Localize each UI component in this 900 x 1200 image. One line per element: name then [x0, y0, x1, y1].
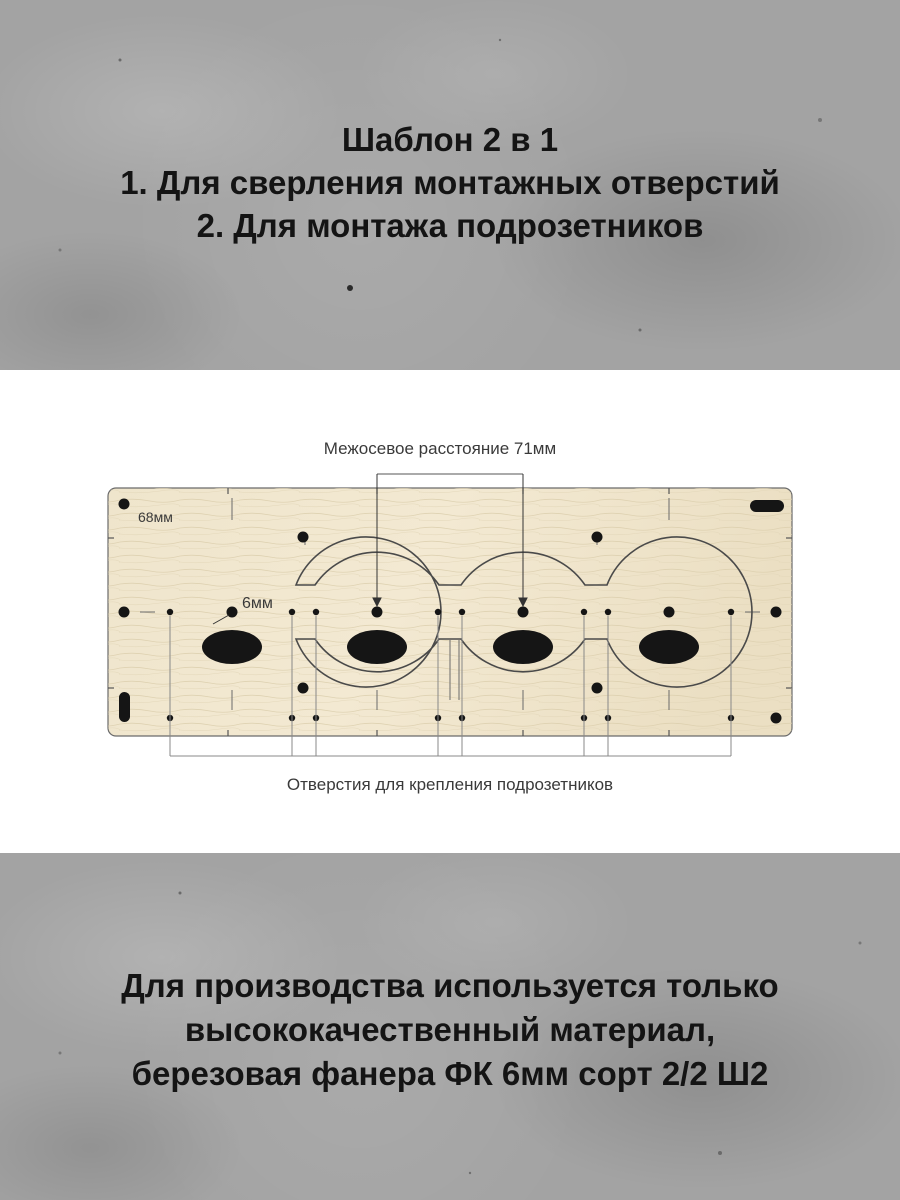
- footer-text: [0, 964, 900, 1096]
- dimension-6mm-label: 6мм: [242, 595, 273, 612]
- plywood-template-diagram: [0, 370, 900, 853]
- footer-line-1: Для производства используется только: [121, 967, 779, 1004]
- footer-line-2: высококачественный материал,: [184, 1011, 716, 1048]
- horizontal-slot: [750, 500, 784, 512]
- header-line-2: 1. Для сверления монтажных отверстий: [120, 164, 780, 201]
- footer-line-3: березовая фанера ФК 6мм сорт 2/2 Ш2: [131, 1055, 769, 1092]
- top-concrete-band: [0, 0, 900, 370]
- dimension-68mm-label: 68мм: [138, 509, 173, 525]
- header-line-3: 2. Для монтажа подрозетников: [196, 207, 704, 244]
- template-diagram-panel: [0, 370, 900, 853]
- mounting-holes-label: Отверстия для крепления подрозетников: [286, 775, 614, 794]
- bottom-concrete-band: [0, 853, 900, 1200]
- center-distance-label: Межосевое расстояние 71мм: [323, 439, 557, 458]
- vertical-slot: [119, 692, 130, 722]
- header-title: [0, 118, 900, 247]
- header-line-1: Шаблон 2 в 1: [341, 121, 559, 158]
